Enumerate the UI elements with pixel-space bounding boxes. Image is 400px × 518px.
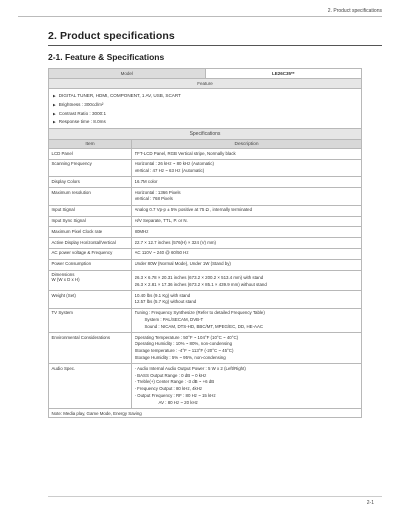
feature-item: ▶ Brightness : 300cd/m² [53,101,357,110]
spec-description-line: H/V Separate, TTL, P. or N. [134,218,188,224]
section-divider [48,45,382,46]
subsection-title: 2-1. Feature & Specifications [48,52,165,62]
spec-row [49,177,362,188]
spec-item-label: Dimensions W (W x D x H) [49,270,132,291]
spec-description-line: - Output Frequency : RF : 80 Hz ~ 15 kHz [134,393,216,399]
page-number: 2-1 [366,500,374,506]
spec-description-line: - Treble(+) Center Range : -3 dB ~ +6 dB [134,379,215,385]
footer-divider [48,496,382,497]
spec-item-label: Input Signal [49,205,132,216]
spec-description [132,270,362,291]
spec-item-label: Power Consumption [49,259,132,270]
spec-description [132,205,362,216]
spec-item-label: LCD Panel [49,149,132,160]
column-header-item: Item [49,140,132,149]
spec-row [49,227,362,238]
spec-row [49,216,362,227]
spec-description-line: - Frequency Output : 80 kHz, 4kHz [134,386,203,392]
spec-description-line: Vertical : 47 Hz ~ 63 Hz (Automatic) [134,168,205,174]
model-label: Model [49,69,206,79]
spec-item-label: Active Display Horizontal/Vertical [49,238,132,249]
spec-description [132,308,362,332]
feature-heading: Feature [49,79,362,89]
spec-description-line: - BASS Output Range : 0 dB ~ 0 kHz [134,372,207,378]
spec-description-line: - Audio Internal Audio Output Power : 5 W x 2 (Left/Right) [134,365,246,371]
spec-rows [49,149,362,418]
spec-description-line: Sound : NICAM, DTS-HD, BBC/MT, MPEG/EC, DD, HE-AAC [144,323,264,329]
spec-description-line: Operating Temperature : 50°F ~ 104°F (10°C ~ 40°C) [134,334,239,340]
spec-item-label: Display Colors [49,177,132,188]
spec-row [49,205,362,216]
column-header-description: Description [132,140,362,149]
spec-item-label: Scanning Frequency [49,159,132,177]
feature-item: ▶ DIGITAL TUNER, HDMI, COMPONENT, 1 AV, USB, SCART [53,92,357,101]
spec-description [132,177,362,188]
spec-item-label: Maximum resolution [49,188,132,206]
spec-item-label: Weight (Set) [49,291,132,309]
section-title: 2. Product specifications [48,30,175,42]
spec-row [49,333,362,364]
spec-item-label: TV System [49,308,132,332]
spec-description-line: 10.40 lbs (9.1 Kg) with stand [134,292,191,298]
running-header: 2. Product specifications [18,8,382,17]
spec-description-line: 12.57 lbs (5.7 Kg) without stand [134,299,197,305]
spec-row [49,248,362,259]
spec-description [132,248,362,259]
spec-description [132,259,362,270]
spec-description-line: 16.7M color [134,178,158,184]
spec-row [49,259,362,270]
spec-description [132,333,362,364]
spec-item-label: Maximum Pixel Clock rate [49,227,132,238]
spec-item-label: Audio Spec. [49,364,132,409]
spec-description [132,216,362,227]
spec-description-line: Vertical : 768 Pixels [134,196,173,202]
spec-description [132,291,362,309]
spec-description [132,227,362,238]
spec-row [49,364,362,409]
spec-description [132,159,362,177]
spec-description-line: 26.3 × 6.78 × 20.31 inches (673.2 × 200.2 × 513.4 mm) with stand [134,275,264,281]
spec-description-line: 22.7 × 12.7 inches (576(H) × 324 (V) mm) [134,239,217,245]
spec-description-line: Storage Humidity : 5% ~ 95%, non-condensing [134,355,226,361]
spec-description-line: AC 110V ~ 240 @ 60/50 Hz [134,250,189,256]
feature-item: ▶ Contrast Ratio : 3000:1 [53,110,357,119]
spec-description-line: 26.3 × 2.81 × 17.36 inches (673.2 × 85.1 × 439.9 mm) without stand [134,281,267,287]
spec-description-line: 80MHz [134,228,149,234]
spec-row [49,159,362,177]
feature-list [49,89,362,132]
spec-row [49,238,362,249]
spec-row [49,270,362,291]
spec-description [132,149,362,160]
spec-row [49,149,362,160]
spec-description-line: Under 80W (Normal Mode), Under 1W (Stand by) [134,261,231,267]
model-feature-table [48,68,362,132]
spec-item-label: AC power voltage & Frequency [49,248,132,259]
spec-description [132,364,362,409]
spec-description-line: Tuning : Frequency Synthesize (Refer to detailed Frequency Table) [134,310,265,316]
spec-note: Note: Media play, Game Mode, Energy Saving [49,409,362,418]
spec-description [132,188,362,206]
spec-item-label: Input Sync Signal [49,216,132,227]
specifications-heading: Specifications [49,129,362,140]
spec-row [49,409,362,418]
spec-row [49,308,362,332]
spec-description [132,238,362,249]
spec-description-line: Horizontal : 26 kHz ~ 80 kHz (Automatic) [134,161,214,167]
spec-description-line: Storage temperature : -4°F ~ 113°F (-20°C ~ 45°C) [134,348,234,354]
spec-description-line: AV : 80 Hz ~ 20 kHz [158,399,198,405]
spec-description-line: TFT-LCD Panel, RGB Vertical stripe, Normally black [134,150,236,156]
spec-description-line: Operating Humidity : 10% ~ 80%, non-condensing [134,341,233,347]
model-value: LE26C35** [205,69,362,79]
spec-description-line: Analog 0.7 Vp-p ± 5% positive at 75 Ω , internally terminated [134,207,253,213]
spec-row [49,291,362,309]
spec-description-line: System : PAL/SECAM, DVB-T [144,317,204,323]
spec-row [49,188,362,206]
feature-item: ▶ Response time : 8.0ms [53,118,357,127]
specifications-table [48,128,362,418]
spec-item-label: Environmental Considerations [49,333,132,364]
spec-description-line: Horizontal : 1366 Pixels [134,189,181,195]
